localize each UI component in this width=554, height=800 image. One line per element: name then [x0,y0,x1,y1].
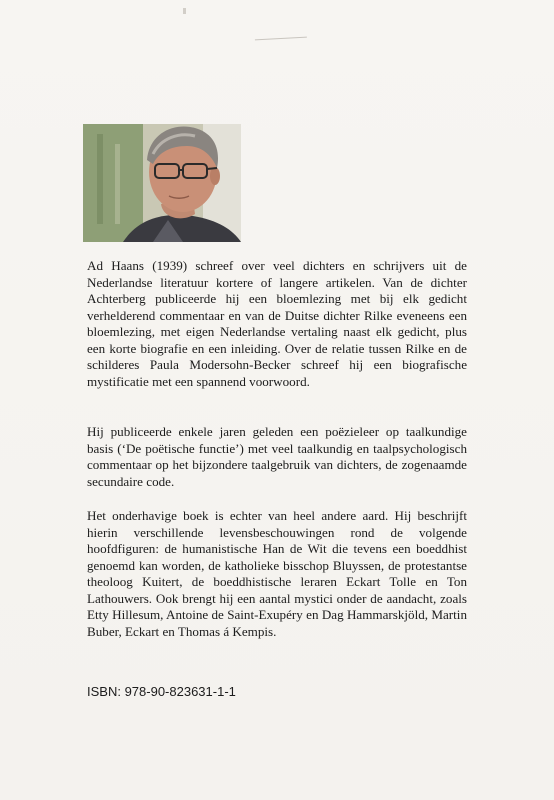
pencil-mark [183,8,186,14]
author-portrait-illustration [83,124,241,242]
publication-paragraph: Hij publiceerde enkele jaren geleden een poëzieleer op taalkundige basis (‘De poëtische functie’) met veel taalkundig en taalpsychologisch commentaar op het bijzondere taalgebruik van dichters, de zogenaamde secundaire code. [87,424,467,489]
pencil-scribble [255,37,307,45]
book-description-paragraph: Het onderhavige boek is echter van heel andere aard. Hij beschrijft hierin verschillende levensbeschouwingen rond de volgende hoofdfiguren: de humanistische Han de Wit die tevens een boeddhist genoemd kan worden, de katholieke bisschop Bluyssen, de protestantse theoloog Kuitert, de boeddhistische leraren Eckart Tolle en Ton Lathouwers. Ook brengt hij een aantal mystici onder de aandacht, zoals Etty Hillesum, Antoine de Saint-Exupéry en Dag Hammarskjöld, Martin Buber, Eckart en Thomas á Kempis. [87,508,467,639]
biography-paragraph: Ad Haans (1939) schreef over veel dichters en schrijvers uit de Nederlandse literatuur kortere of langere artikelen. Van de dichter Achterberg publiceerde hij een bloemlezing met bij elk gedicht verhelderend commentaar en van de Duitse dichter Rilke eveneens een bloemlezing, met eigen Nederlandse vertaling naast elk gedicht, plus een korte biografie en een inleiding. Over de relatie tussen Rilke en de schilderes Paula Modersohn-Becker schreef hij een biografische mystificatie met een spannend voorwoord. [87,258,467,389]
isbn-number: ISBN: 978-90-823631-1-1 [87,684,236,699]
author-photo [83,124,241,242]
